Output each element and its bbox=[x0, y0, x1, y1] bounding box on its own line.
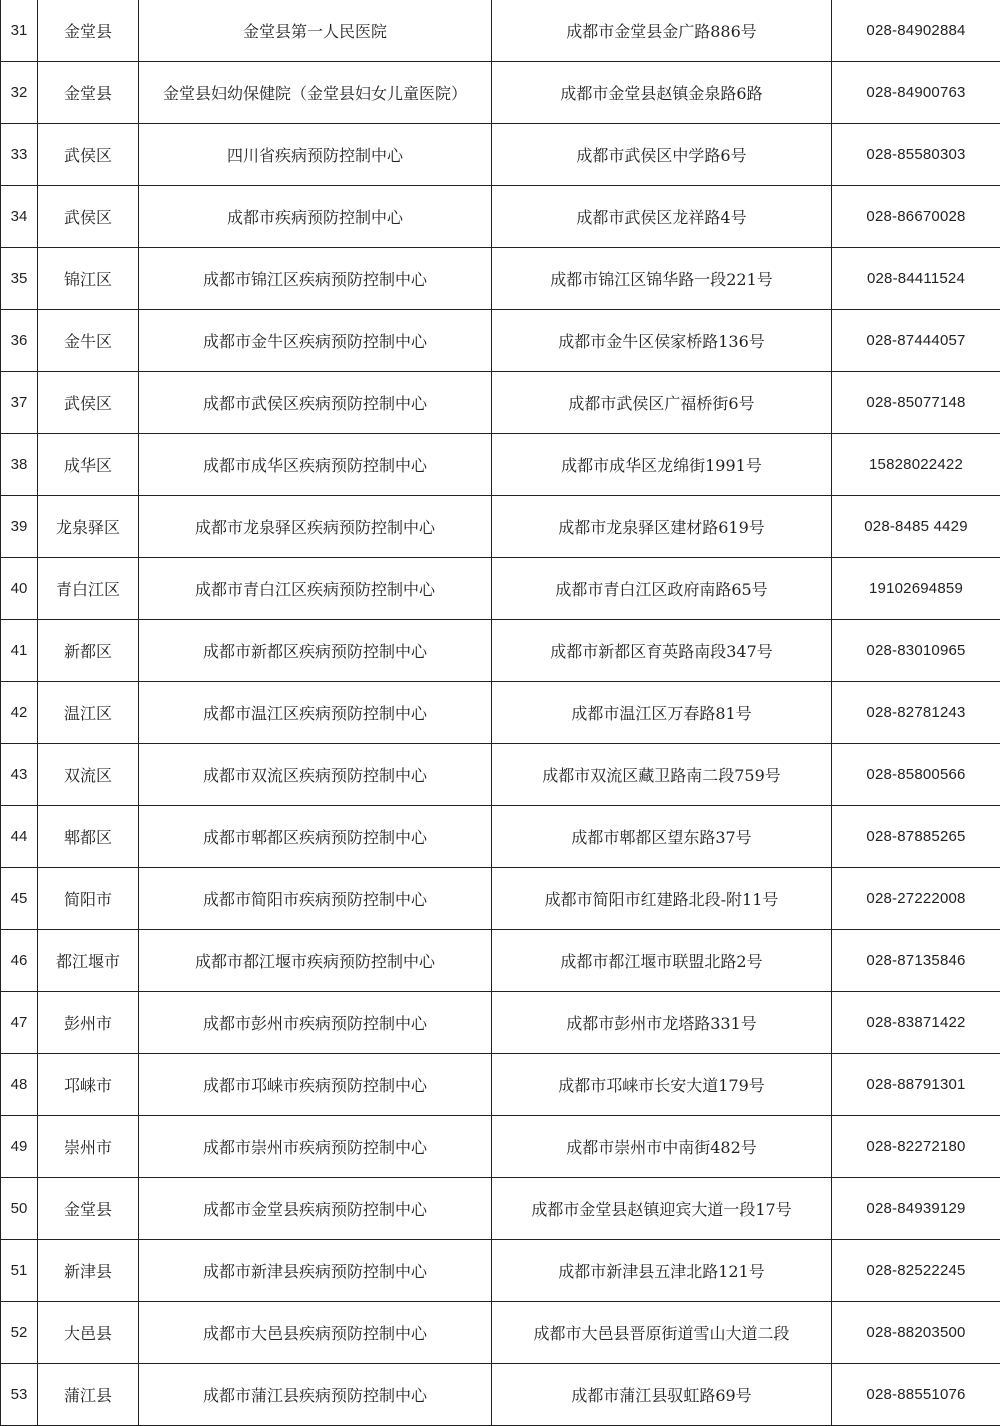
phone-cell: 028-88551076 bbox=[832, 1364, 1000, 1426]
district-cell: 邛崃市 bbox=[38, 1054, 139, 1116]
institution-name-cell: 成都市邛崃市疾病预防控制中心 bbox=[139, 1054, 492, 1116]
institution-name-cell: 成都市疾病预防控制中心 bbox=[139, 186, 492, 248]
district-cell: 金牛区 bbox=[38, 310, 139, 372]
address-cell: 成都市崇州市中南街482号 bbox=[492, 1116, 832, 1178]
row-number: 52 bbox=[1, 1302, 38, 1364]
phone-cell: 028-85580303 bbox=[832, 124, 1000, 186]
district-cell: 武侯区 bbox=[38, 372, 139, 434]
district-cell: 崇州市 bbox=[38, 1116, 139, 1178]
phone-cell: 028-82522245 bbox=[832, 1240, 1000, 1302]
phone-cell: 028-87444057 bbox=[832, 310, 1000, 372]
phone-cell: 028-84900763 bbox=[832, 62, 1000, 124]
address-cell: 成都市锦江区锦华路一段221号 bbox=[492, 248, 832, 310]
table-row bbox=[1, 124, 1000, 186]
address-cell: 成都市龙泉驿区建材路619号 bbox=[492, 496, 832, 558]
district-cell: 金堂县 bbox=[38, 1178, 139, 1240]
table-row bbox=[1, 1302, 1000, 1364]
institution-name-cell: 成都市郫都区疾病预防控制中心 bbox=[139, 806, 492, 868]
phone-cell: 028-87885265 bbox=[832, 806, 1000, 868]
institution-name-cell: 成都市简阳市疾病预防控制中心 bbox=[139, 868, 492, 930]
address-cell: 成都市金牛区侯家桥路136号 bbox=[492, 310, 832, 372]
row-number: 38 bbox=[1, 434, 38, 496]
district-cell: 成华区 bbox=[38, 434, 139, 496]
phone-cell: 028-27222008 bbox=[832, 868, 1000, 930]
address-cell: 成都市新都区育英路南段347号 bbox=[492, 620, 832, 682]
phone-cell: 028-88203500 bbox=[832, 1302, 1000, 1364]
phone-cell: 028-85077148 bbox=[832, 372, 1000, 434]
address-cell: 成都市成华区龙绵街1991号 bbox=[492, 434, 832, 496]
district-cell: 锦江区 bbox=[38, 248, 139, 310]
district-cell: 大邑县 bbox=[38, 1302, 139, 1364]
row-number: 44 bbox=[1, 806, 38, 868]
institution-name-cell: 成都市武侯区疾病预防控制中心 bbox=[139, 372, 492, 434]
institution-name-cell: 成都市崇州市疾病预防控制中心 bbox=[139, 1116, 492, 1178]
phone-cell: 028-82781243 bbox=[832, 682, 1000, 744]
address-cell: 成都市武侯区龙祥路4号 bbox=[492, 186, 832, 248]
address-cell: 成都市彭州市龙塔路331号 bbox=[492, 992, 832, 1054]
district-cell: 青白江区 bbox=[38, 558, 139, 620]
table-row bbox=[1, 310, 1000, 372]
table-row bbox=[1, 806, 1000, 868]
row-number: 46 bbox=[1, 930, 38, 992]
table-row bbox=[1, 992, 1000, 1054]
address-cell: 成都市温江区万春路81号 bbox=[492, 682, 832, 744]
table-row bbox=[1, 1240, 1000, 1302]
row-number: 36 bbox=[1, 310, 38, 372]
phone-cell: 028-83871422 bbox=[832, 992, 1000, 1054]
district-cell: 新都区 bbox=[38, 620, 139, 682]
table-row bbox=[1, 248, 1000, 310]
district-cell: 蒲江县 bbox=[38, 1364, 139, 1426]
phone-cell: 028-82272180 bbox=[832, 1116, 1000, 1178]
institution-name-cell: 成都市新津县疾病预防控制中心 bbox=[139, 1240, 492, 1302]
district-cell: 彭州市 bbox=[38, 992, 139, 1054]
district-cell: 简阳市 bbox=[38, 868, 139, 930]
row-number: 34 bbox=[1, 186, 38, 248]
institution-name-cell: 成都市青白江区疾病预防控制中心 bbox=[139, 558, 492, 620]
address-cell: 成都市金堂县赵镇金泉路6路 bbox=[492, 62, 832, 124]
row-number: 42 bbox=[1, 682, 38, 744]
row-number: 32 bbox=[1, 62, 38, 124]
row-number: 35 bbox=[1, 248, 38, 310]
institution-name-cell: 成都市都江堰市疾病预防控制中心 bbox=[139, 930, 492, 992]
institution-name-cell: 成都市龙泉驿区疾病预防控制中心 bbox=[139, 496, 492, 558]
institution-name-cell: 四川省疾病预防控制中心 bbox=[139, 124, 492, 186]
table-body bbox=[1, 0, 1000, 1426]
table-row bbox=[1, 930, 1000, 992]
phone-cell: 028-83010965 bbox=[832, 620, 1000, 682]
row-number: 43 bbox=[1, 744, 38, 806]
address-cell: 成都市武侯区中学路6号 bbox=[492, 124, 832, 186]
institution-name-cell: 金堂县第一人民医院 bbox=[139, 0, 492, 62]
table-row bbox=[1, 558, 1000, 620]
phone-cell: 19102694859 bbox=[832, 558, 1000, 620]
district-cell: 武侯区 bbox=[38, 186, 139, 248]
table-row bbox=[1, 186, 1000, 248]
address-cell: 成都市青白江区政府南路65号 bbox=[492, 558, 832, 620]
district-cell: 金堂县 bbox=[38, 0, 139, 62]
district-cell: 双流区 bbox=[38, 744, 139, 806]
table-row bbox=[1, 372, 1000, 434]
row-number: 37 bbox=[1, 372, 38, 434]
row-number: 33 bbox=[1, 124, 38, 186]
address-cell: 成都市武侯区广福桥街6号 bbox=[492, 372, 832, 434]
district-cell: 龙泉驿区 bbox=[38, 496, 139, 558]
district-cell: 温江区 bbox=[38, 682, 139, 744]
row-number: 45 bbox=[1, 868, 38, 930]
address-cell: 成都市邛崃市长安大道179号 bbox=[492, 1054, 832, 1116]
table-row bbox=[1, 62, 1000, 124]
address-cell: 成都市双流区藏卫路南二段759号 bbox=[492, 744, 832, 806]
table-row bbox=[1, 1364, 1000, 1426]
address-cell: 成都市新津县五津北路121号 bbox=[492, 1240, 832, 1302]
phone-cell: 028-85800566 bbox=[832, 744, 1000, 806]
row-number: 53 bbox=[1, 1364, 38, 1426]
institution-name-cell: 金堂县妇幼保健院（金堂县妇女儿童医院） bbox=[139, 62, 492, 124]
row-number: 47 bbox=[1, 992, 38, 1054]
institution-name-cell: 成都市彭州市疾病预防控制中心 bbox=[139, 992, 492, 1054]
address-cell: 成都市郫都区望东路37号 bbox=[492, 806, 832, 868]
address-cell: 成都市蒲江县驭虹路69号 bbox=[492, 1364, 832, 1426]
phone-cell: 028-84411524 bbox=[832, 248, 1000, 310]
row-number: 48 bbox=[1, 1054, 38, 1116]
row-number: 49 bbox=[1, 1116, 38, 1178]
table-row bbox=[1, 744, 1000, 806]
phone-cell: 15828022422 bbox=[832, 434, 1000, 496]
address-cell: 成都市金堂县赵镇迎宾大道一段17号 bbox=[492, 1178, 832, 1240]
institution-name-cell: 成都市双流区疾病预防控制中心 bbox=[139, 744, 492, 806]
phone-cell: 028-84939129 bbox=[832, 1178, 1000, 1240]
table-row bbox=[1, 1116, 1000, 1178]
address-cell: 成都市金堂县金广路886号 bbox=[492, 0, 832, 62]
phone-cell: 028-86670028 bbox=[832, 186, 1000, 248]
institution-name-cell: 成都市蒲江县疾病预防控制中心 bbox=[139, 1364, 492, 1426]
district-cell: 武侯区 bbox=[38, 124, 139, 186]
row-number: 51 bbox=[1, 1240, 38, 1302]
table-row bbox=[1, 0, 1000, 62]
institution-name-cell: 成都市金堂县疾病预防控制中心 bbox=[139, 1178, 492, 1240]
table-row bbox=[1, 620, 1000, 682]
institution-name-cell: 成都市温江区疾病预防控制中心 bbox=[139, 682, 492, 744]
institution-name-cell: 成都市大邑县疾病预防控制中心 bbox=[139, 1302, 492, 1364]
row-number: 39 bbox=[1, 496, 38, 558]
phone-cell: 028-87135846 bbox=[832, 930, 1000, 992]
phone-cell: 028-8485 4429 bbox=[832, 496, 1000, 558]
row-number: 50 bbox=[1, 1178, 38, 1240]
institution-name-cell: 成都市锦江区疾病预防控制中心 bbox=[139, 248, 492, 310]
row-number: 41 bbox=[1, 620, 38, 682]
row-number: 40 bbox=[1, 558, 38, 620]
district-cell: 金堂县 bbox=[38, 62, 139, 124]
institution-name-cell: 成都市金牛区疾病预防控制中心 bbox=[139, 310, 492, 372]
table-row bbox=[1, 1054, 1000, 1116]
district-cell: 新津县 bbox=[38, 1240, 139, 1302]
district-cell: 都江堰市 bbox=[38, 930, 139, 992]
table-row bbox=[1, 868, 1000, 930]
table-row bbox=[1, 434, 1000, 496]
table-row bbox=[1, 496, 1000, 558]
table-row bbox=[1, 1178, 1000, 1240]
institution-name-cell: 成都市成华区疾病预防控制中心 bbox=[139, 434, 492, 496]
phone-cell: 028-84902884 bbox=[832, 0, 1000, 62]
institution-name-cell: 成都市新都区疾病预防控制中心 bbox=[139, 620, 492, 682]
table-row bbox=[1, 682, 1000, 744]
row-number: 31 bbox=[1, 0, 38, 62]
address-cell: 成都市都江堰市联盟北路2号 bbox=[492, 930, 832, 992]
address-cell: 成都市大邑县晋原街道雪山大道二段 bbox=[492, 1302, 832, 1364]
address-cell: 成都市简阳市红建路北段-附11号 bbox=[492, 868, 832, 930]
phone-cell: 028-88791301 bbox=[832, 1054, 1000, 1116]
district-cell: 郫都区 bbox=[38, 806, 139, 868]
